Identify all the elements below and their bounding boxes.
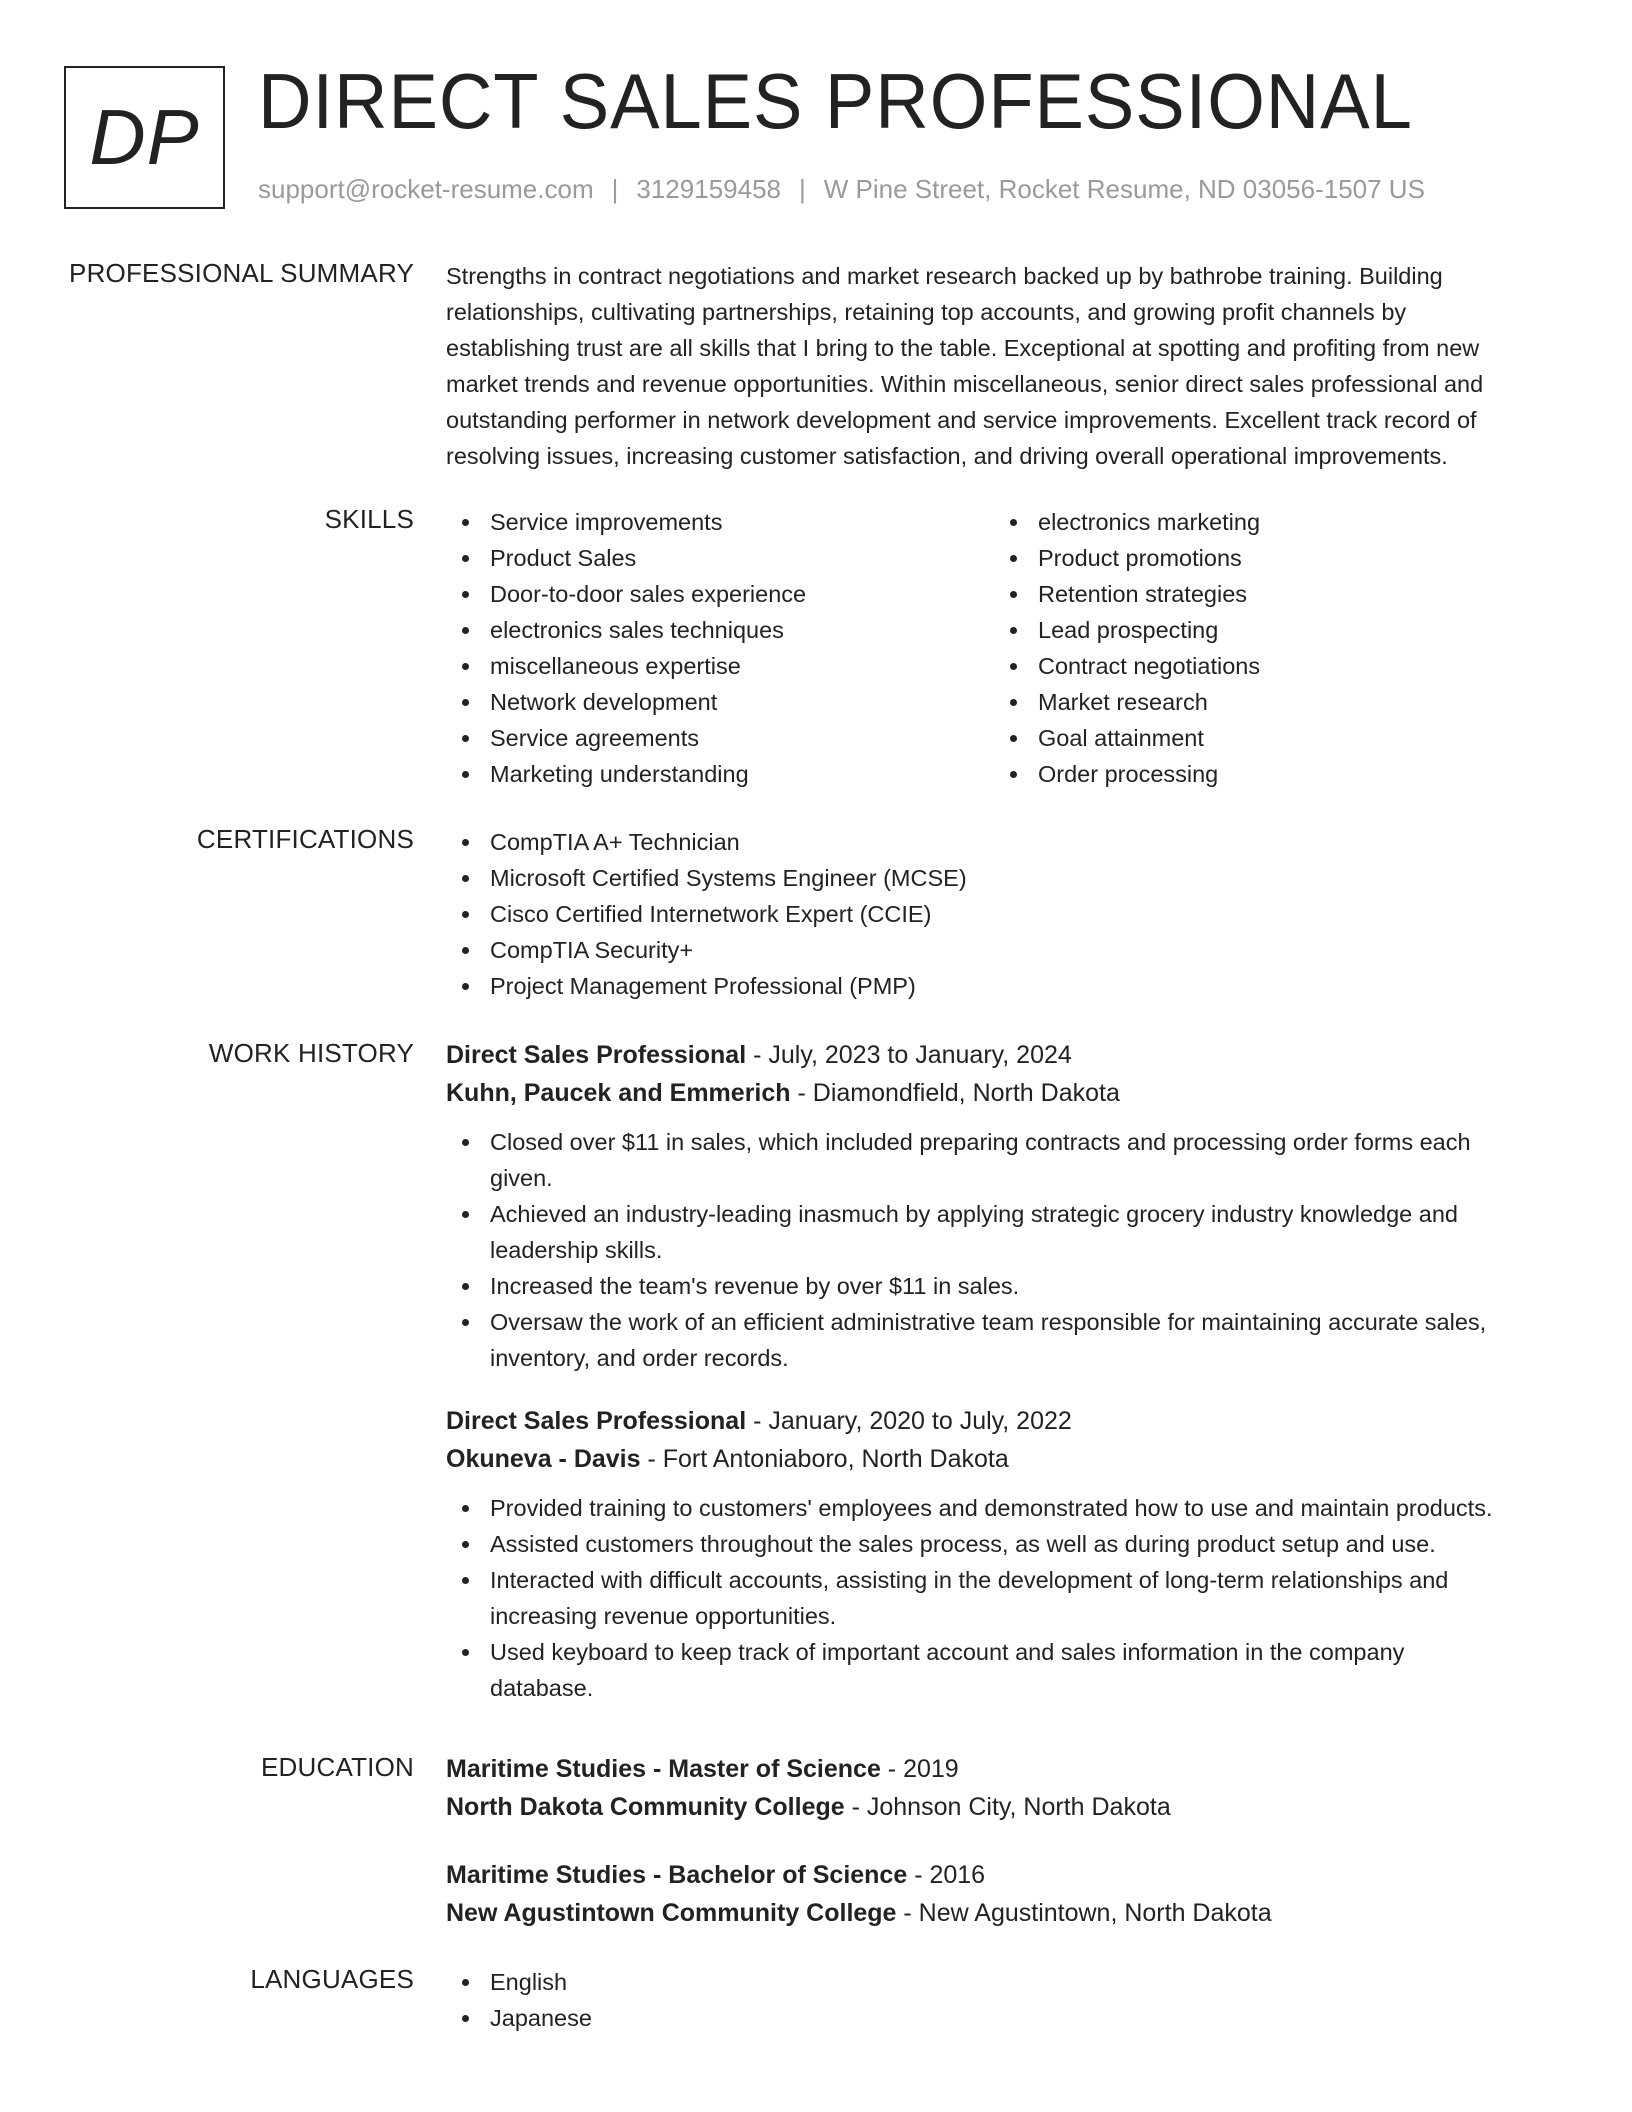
skill-item: Product promotions	[994, 540, 1542, 576]
job-duty-line: Assisted customers throughout the sales process, as well as during product setup and use.	[490, 1531, 1436, 1557]
job-duty-line: Oversaw the work of an efficient administrative team responsible for maintaining accurate sales,	[490, 1309, 1487, 1335]
education-degree: Maritime Studies - Master of Science	[446, 1755, 881, 1783]
monogram-initials: DP	[89, 93, 200, 181]
job-duty-line: given.	[490, 1165, 553, 1191]
job-dates: - January, 2020 to July, 2022	[746, 1407, 1072, 1435]
section-label-education: EDUCATION	[261, 1752, 414, 1782]
contact-separator: |	[799, 174, 806, 204]
certification-item: Microsoft Certified Systems Engineer (MCSE)	[446, 860, 1566, 896]
job-duty	[446, 1526, 1566, 1562]
contact-address: W Pine Street, Rocket Resume, ND 03056-1507 US	[823, 174, 1425, 204]
languages-list	[446, 1964, 1566, 2036]
job-duty-line: increasing revenue opportunities.	[490, 1603, 837, 1629]
job-duty-line: database.	[490, 1675, 594, 1701]
job-dates: - July, 2023 to January, 2024	[746, 1041, 1072, 1069]
section-label-languages: LANGUAGES	[250, 1964, 414, 1994]
job-company: Okuneva - Davis	[446, 1445, 641, 1473]
education-location: - Johnson City, North Dakota	[844, 1793, 1171, 1821]
section-label-skills: SKILLS	[324, 504, 414, 534]
contact-line	[258, 174, 1425, 205]
job-company-line	[446, 1074, 1566, 1112]
section-label-summary: PROFESSIONAL SUMMARY	[69, 258, 414, 288]
job-title: Direct Sales Professional	[446, 1041, 747, 1069]
job-entry	[446, 1036, 1566, 1376]
job-duty	[446, 1562, 1566, 1634]
monogram-box	[64, 66, 225, 209]
skill-item: Order processing	[994, 756, 1542, 792]
skill-item: Lead prospecting	[994, 612, 1542, 648]
skill-item: Product Sales	[446, 540, 994, 576]
summary-line: resolving issues, increasing customer satisfaction, and driving overall operational improvements.	[446, 443, 1448, 469]
job-duty	[446, 1124, 1566, 1196]
education-school: New Agustintown Community College	[446, 1899, 897, 1927]
skill-item: Retention strategies	[994, 576, 1542, 612]
job-duty	[446, 1490, 1566, 1526]
job-duty	[446, 1196, 1566, 1268]
skill-item: Contract negotiations	[994, 648, 1542, 684]
job-duties-list	[446, 1490, 1566, 1706]
summary-line: Strengths in contract negotiations and market research backed up by bathrobe training. Building	[446, 263, 1443, 289]
contact-separator: |	[611, 174, 619, 204]
job-title-line	[446, 1402, 1566, 1440]
education-year: - 2016	[907, 1861, 986, 1889]
skills-columns	[446, 504, 1566, 792]
job-duty-line: leadership skills.	[490, 1237, 663, 1263]
job-duty	[446, 1268, 1566, 1304]
skill-item: Door-to-door sales experience	[446, 576, 994, 612]
education-school-line	[446, 1894, 1566, 1932]
certifications-list	[446, 824, 1566, 1004]
education-location: - New Agustintown, North Dakota	[896, 1899, 1272, 1927]
contact-email: support@rocket-resume.com	[258, 174, 594, 204]
skill-item: Service agreements	[446, 720, 994, 756]
education-year: - 2019	[880, 1755, 959, 1783]
summary-line: establishing trust are all skills that I bring to the table. Exceptional at spotting and profiting from new	[446, 335, 1480, 361]
job-entry	[446, 1402, 1566, 1706]
job-duty-line: Closed over $11 in sales, which included preparing contracts and processing order forms each	[490, 1129, 1471, 1155]
languages-content	[446, 1964, 1566, 2036]
job-location: - Diamondfield, North Dakota	[790, 1079, 1120, 1107]
job-company-line	[446, 1440, 1566, 1478]
certification-item: CompTIA Security+	[446, 932, 1566, 968]
certifications-content	[446, 824, 1566, 1004]
education-degree-line	[446, 1856, 1566, 1894]
summary-line: outstanding performer in network development and service improvements. Excellent track record of	[446, 407, 1477, 433]
job-duties-list	[446, 1124, 1566, 1376]
language-item: Japanese	[446, 2000, 1566, 2036]
job-duty-line: Used keyboard to keep track of important account and sales information in the company	[490, 1639, 1405, 1665]
job-duty-line: Interacted with difficult accounts, assisting in the development of long-term relationships and	[490, 1567, 1449, 1593]
job-duty-line: Provided training to customers' employees and demonstrated how to use and maintain products.	[490, 1495, 1493, 1521]
skill-item: Service improvements	[446, 504, 994, 540]
section-label-certifications: CERTIFICATIONS	[196, 824, 414, 854]
education-degree-line	[446, 1750, 1566, 1788]
education-degree: Maritime Studies - Bachelor of Science	[446, 1861, 908, 1889]
job-title-line	[446, 1036, 1566, 1074]
education-school: North Dakota Community College	[446, 1793, 845, 1821]
language-item: English	[446, 1964, 1566, 2000]
contact-phone: 3129159458	[636, 174, 781, 204]
skill-item: electronics marketing	[994, 504, 1542, 540]
education-content	[446, 1750, 1566, 1932]
skills-list-left	[446, 504, 994, 792]
job-duty	[446, 1634, 1566, 1706]
summary-text	[446, 258, 1566, 474]
job-title: Direct Sales Professional	[446, 1407, 747, 1435]
job-location: - Fort Antoniaboro, North Dakota	[640, 1445, 1009, 1473]
education-entry	[446, 1750, 1566, 1826]
resume-title: DIRECT SALES PROFESSIONAL	[258, 57, 1413, 145]
skill-item: electronics sales techniques	[446, 612, 994, 648]
skill-item: miscellaneous expertise	[446, 648, 994, 684]
certification-item: Project Management Professional (PMP)	[446, 968, 1566, 1004]
certification-item: Cisco Certified Internetwork Expert (CCIE)	[446, 896, 1566, 932]
skill-item: Marketing understanding	[446, 756, 994, 792]
skill-item: Network development	[446, 684, 994, 720]
education-entry	[446, 1856, 1566, 1932]
job-duty	[446, 1304, 1566, 1376]
job-duty-line: Increased the team's revenue by over $11 in sales.	[490, 1273, 1020, 1299]
section-label-work-history: WORK HISTORY	[208, 1038, 414, 1068]
education-school-line	[446, 1788, 1566, 1826]
summary-line: relationships, cultivating partnerships, retaining top accounts, and growing profit channels by	[446, 299, 1407, 325]
skill-item: Goal attainment	[994, 720, 1542, 756]
job-company: Kuhn, Paucek and Emmerich	[446, 1079, 791, 1107]
job-duty-line: Achieved an industry-leading inasmuch by applying strategic grocery industry knowledge and	[490, 1201, 1458, 1227]
summary-line: market trends and revenue opportunities. Within miscellaneous, senior direct sales professional and	[446, 371, 1484, 397]
work-history-content	[446, 1036, 1566, 1706]
skills-list-right	[994, 504, 1542, 792]
certification-item: CompTIA A+ Technician	[446, 824, 1566, 860]
skill-item: Market research	[994, 684, 1542, 720]
job-duty-line: inventory, and order records.	[490, 1345, 789, 1371]
